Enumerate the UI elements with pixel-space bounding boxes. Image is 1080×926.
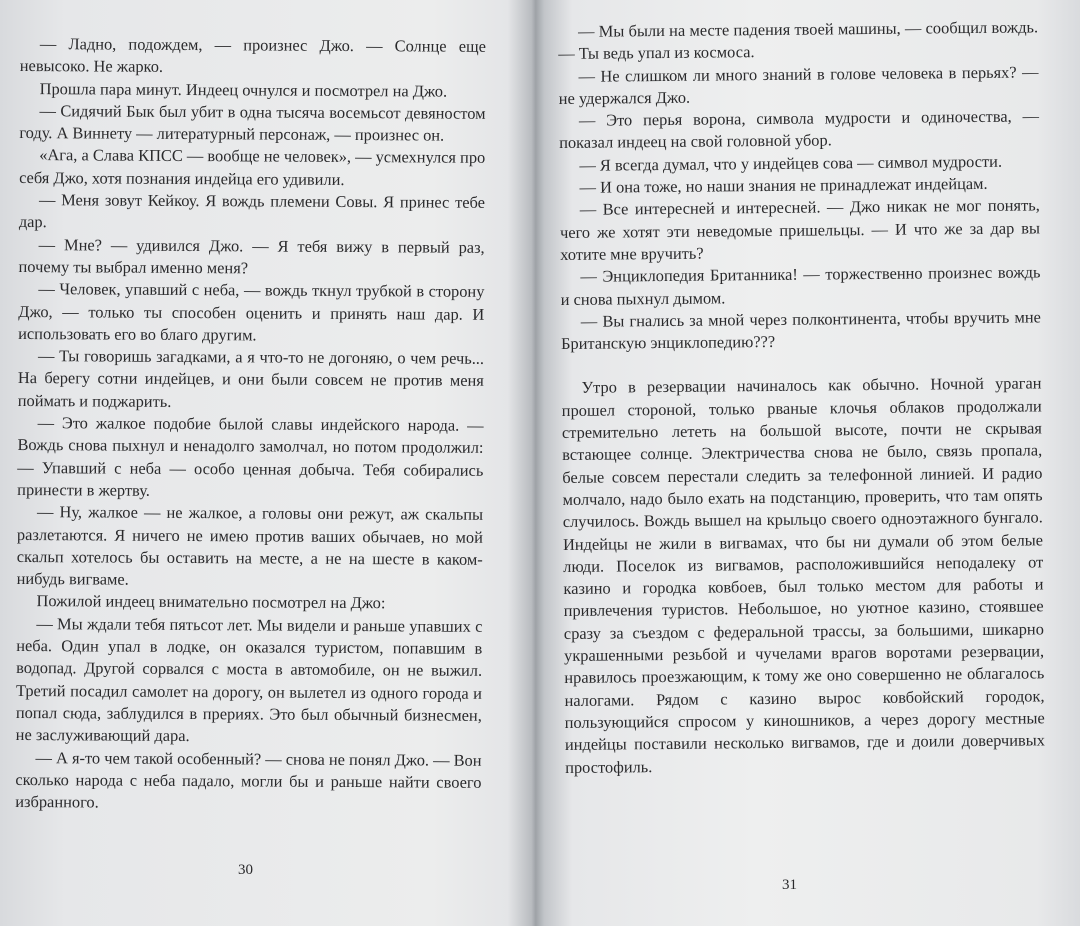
paragraph: — А я-то чем такой особенный? — снова не понял Джо. — Вон сколько народа с неба падало, могли бы и раньше найти своего избранного. [15, 747, 482, 812]
paragraph: — Энциклопедия Британника! — торжественно произнес вождь и снова пыхнул дымом. [560, 262, 1041, 309]
left-page [0, 0, 530, 926]
page-number: 31 [782, 877, 797, 893]
paragraph: «Ага, а Слава КПСС — вообще не человек», — усмехнулся про себя Джо, хотя познания индейца его удивили. [19, 145, 486, 189]
paragraph: — Все интересней и интересней. — Джо никак не мог понять, чего же хотят эти неведомые пришельцы. — И что же за дар вы хотите мне вручить? [559, 195, 1041, 264]
paragraph: — Сидячий Бык был убит в одна тысяча восемьсот девяностом году. А Виннету — литературный персонаж, — произнес он. [19, 101, 486, 145]
paragraph: — Мне? — удивился Джо. — Я тебя вижу в первый раз, почему ты выбрал именно меня? [18, 234, 485, 278]
paragraph: — Человек, упавший с неба, — вождь ткнул трубкой в сторону Джо, — только ты способен оценить и принять наш дар. И использовать его во благо другим. [18, 279, 485, 345]
paragraph: — Ладно, подождем, — произнес Джо. — Солнце еще невысоко. Не жарко. [19, 34, 486, 77]
paragraph: — Это перья ворона, символа мудрости и одиночества, — показал индеец на свой головной убор. [559, 106, 1040, 153]
paragraph: — Мы ждали тебя пятьсот лет. Мы видели и раньше упавших с неба. Один упал в лодке, он оказался туристом, попавшим в водопад. Другой сорвался с моста в автомобиле, он не выжил. Третий посадил самолет на дорогу, он вылетел из одного города и попал сюда, заблудился в прериях. Это был обычный бизнесмен, не заслуживающий дара. [15, 613, 483, 746]
paragraph: Пожилой индеец внимательно посмотрел на Джо: [36, 591, 386, 613]
paragraph: — Меня зовут Кейкоу. Я вождь племени Совы. Я принес тебе дар. [18, 190, 486, 232]
paragraph: — Я всегда думал, что у индейцев сова — символ мудрости. [579, 151, 1003, 175]
paragraph: — Ну, жалкое — не жалкое, а головы они режут, аж скальпы разлетаются. Я ничего не имею против ваших обычаев, но мой скальп хотелось бы оставить на месте, а не на шесте в каком-нибудь вигваме. [16, 502, 484, 589]
paragraph: — И она тоже, но наши знания не принадлежат индейцам. [579, 173, 988, 197]
right-page [540, 0, 1080, 926]
paragraph: — Это жалкое подобие былой славы индейского народа. — Вождь снова пыхнул и ненадолго замолчал, но потом продолжил: — Упавший с неба — особо ценная добыча. Тебя собирались принести в жертву. [17, 413, 484, 500]
left-page-text [15, 33, 486, 816]
paragraph: — Мы были на месте падения твоей машины, — сообщил вождь. — Ты ведь упал из космоса. [558, 17, 1039, 64]
paragraph: Утро в резервации начиналось как обычно. Ночной ураган прошел стороной, только рваные клочья облаков продолжали стремительно лететь на большой высоте, почти не скрывая встающее солнце. Электричества снова не было, связь пропала, белые совсем перестали следить за телефонной линией. И радио молчало, надо было ехать на подстанцию, проверить, что там опять случилось. Вождь вышел на крыльцо своего одноэтажного бунгало. Индейцы не жили в вигвамах, что бы ни думали об этом белые люди. Поселок из вигвамов, расположившийся неподалеку от казино и городка ковбоев, был только местом для работы и привлечения туристов. Небольшое, но уютное казино, стоявшее сразу за съездом с федеральной трассы, за большими, шикарно украшенными резьбой и чучелами врагов воротами резервации, нравилось проезжающим, к тому же оно совершенно не облагалось налогами. Рядом с казино вырос ковбойский городок, пользующийся спросом у киношников, а через дорогу местные индейцы поставили несколько вигвамов, где и доили доверчивых простофиль. [561, 373, 1046, 777]
paragraph: Прошла пара минут. Индеец очнулся и посмотрел на Джо. [39, 78, 448, 101]
page-number: 30 [238, 862, 253, 878]
right-page-text [558, 16, 1045, 778]
paragraph: — Не слишком ли много знаний в голове человека в перьях? — не удержался Джо. [558, 61, 1039, 108]
paragraph: — Ты говоришь загадками, а я что-то не догоняю, о чем речь... На берегу сотни индейцев, и они были совсем не против меня поймать и поджарить. [17, 346, 485, 411]
paragraph: — Вы гнались за мной через полконтинента, чтобы вручить мне Британскую энциклопедию??? [561, 307, 1041, 354]
